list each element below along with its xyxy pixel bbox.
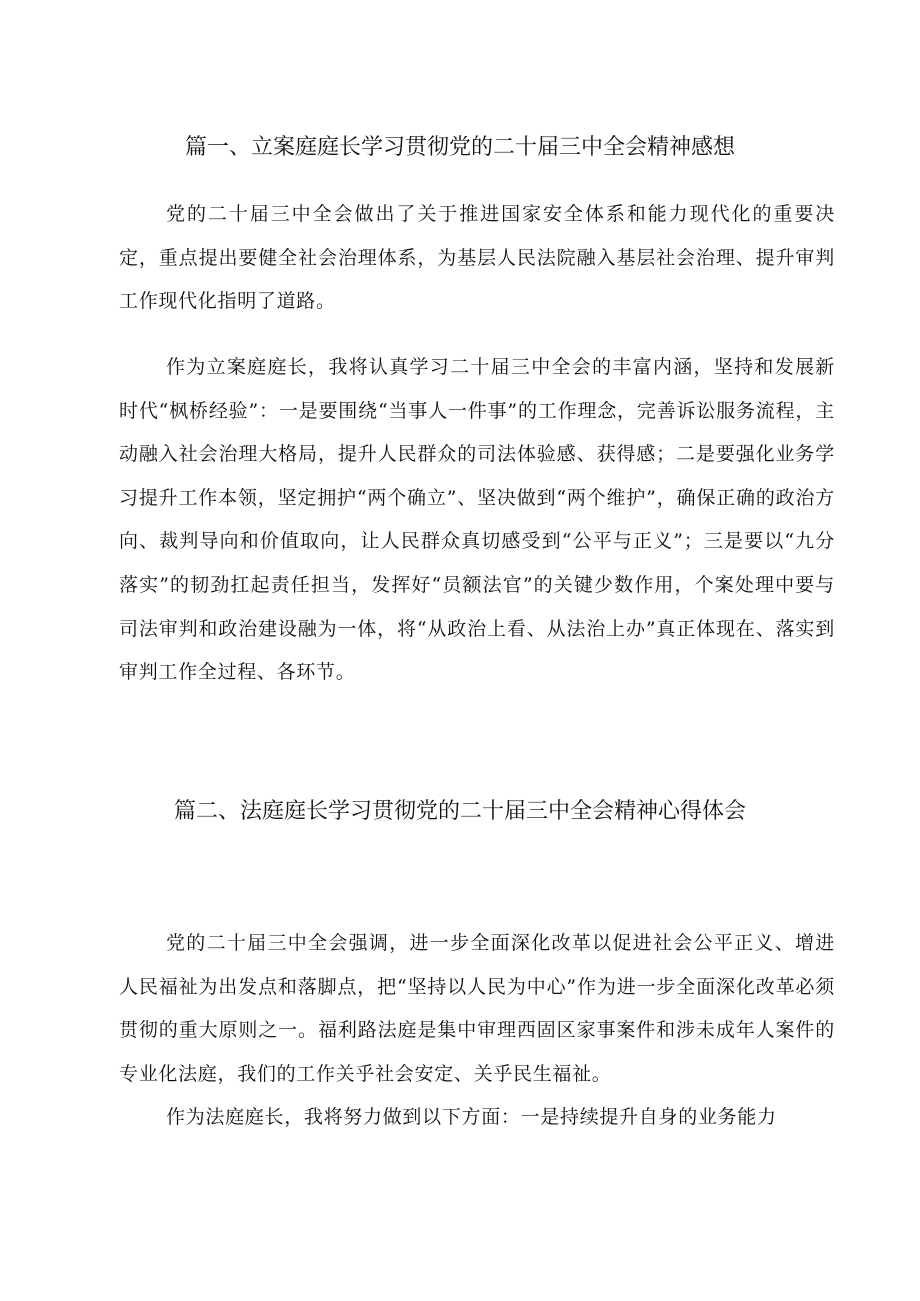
section-2-heading: 篇二、法庭庭长学习贯彻党的二十届三中全会精神心得体会 bbox=[173, 799, 746, 824]
section-2-paragraph-1: 党的二十届三中全会强调，进一步全面深化改革以促进社会公平正义、增进人民福祉为出发点和落脚点，把“坚持以人民为中心”作为进一步全面深化改革必须贯彻的重大原则之一。福利路法庭是集中审理西固区家事案件和涉未成年人案件的专业化法庭，我们的工作关乎社会安定、关乎民生福祉。 bbox=[119, 932, 835, 1085]
section-1-heading: 篇一、立案庭庭长学习贯彻党的二十届三中全会精神感想 bbox=[184, 135, 735, 160]
section-1-paragraph-1: 党的二十届三中全会做出了关于推进国家安全体系和能力现代化的重要决定，重点提出要健全社会治理体系，为基层人民法院融入基层社会治理、提升审判工作现代化指明了道路。 bbox=[119, 203, 835, 313]
section-2-paragraph-2: 作为法庭庭长，我将努力做到以下方面：一是持续提升自身的业务能力 bbox=[166, 1106, 777, 1128]
section-1-paragraph-2: 作为立案庭庭长，我将认真学习二十届三中全会的丰富内涵，坚持和发展新时代“枫桥经验”：一是要围绕“当事人一件事”的工作理念，完善诉讼服务流程，主动融入社会治理大格局，提升人民群众的司法体验感、获得感；二是要强化业务学习提升工作本领，坚定拥护“两个确立”、坚决做到“两个维护”，确保正确的政治方向、裁判导向和价值取向，让人民群众真切感受到“公平与正义”；三是要以“九分落实”的韧劲扛起责任担当，发挥好“员额法官”的关键少数作用，个案处理中要与司法审判和政治建设融为一体，将“从政治上看、从法治上办”真正体现在、落实到审判工作全过程、各环节。 bbox=[119, 356, 835, 684]
